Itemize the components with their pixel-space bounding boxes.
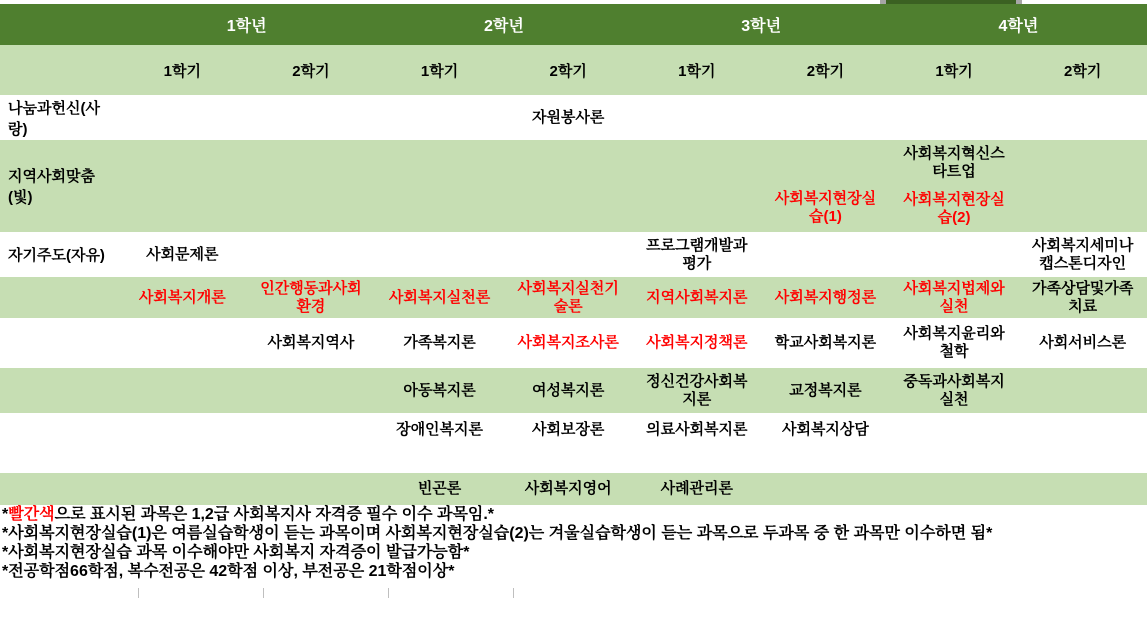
course-name: 학교사회복지론 xyxy=(774,334,877,351)
corner-cell-2 xyxy=(0,45,118,95)
course-cell xyxy=(633,318,762,368)
track-label xyxy=(0,318,118,368)
course-name: 사회복지실천기술론 xyxy=(517,279,619,315)
course-name: 인간행동과사회환경 xyxy=(260,279,362,315)
course-name: 사회복지역사 xyxy=(267,334,355,351)
semester-header: 1학기 xyxy=(678,62,716,80)
table-row-selfdirected xyxy=(0,232,1147,277)
course-cell xyxy=(633,473,762,505)
course-cell xyxy=(504,473,633,505)
course-cell xyxy=(1018,277,1147,318)
course-cell xyxy=(504,413,633,473)
course-name: 교정복지론 xyxy=(789,381,862,399)
course-cell xyxy=(1018,232,1147,277)
course-name: 가족상담및가족치료 xyxy=(1031,279,1134,315)
semester-header: 2학기 xyxy=(549,62,587,80)
course-name: 사회복지상담 xyxy=(781,421,869,438)
semester-header: 2학기 xyxy=(292,62,330,80)
course-name: 사회복지조사론 xyxy=(517,334,619,351)
course-cell xyxy=(375,473,504,505)
course-cell xyxy=(761,368,890,413)
course-name: 사회복지현장실습(1) xyxy=(774,190,877,225)
footnote-segment: *사회복지현장실습 과목 이수해야만 사회복지 자격증이 발급가능함* xyxy=(2,544,470,561)
course-name: 정신건강사회복지론 xyxy=(646,372,748,408)
course-name: 사회복지윤리와철학 xyxy=(903,325,1005,360)
course-cell xyxy=(118,232,247,277)
footnote-segment-red-keyword: 빨간색 xyxy=(8,506,55,523)
course-name: 지역사회복지론 xyxy=(646,288,748,306)
track-label: 나눔과헌신(사랑) xyxy=(8,99,100,138)
course-name: 사회서비스론 xyxy=(1039,334,1127,351)
course-name: 사회복지정책론 xyxy=(646,334,748,351)
course-name: 사회복지세미나 xyxy=(1031,236,1134,254)
course-name: 캡스톤디자인 xyxy=(1039,254,1127,272)
course-name: 빈곤론 xyxy=(417,480,462,497)
course-cell xyxy=(504,318,633,368)
course-name: 사회복지혁신스타트업 xyxy=(903,145,1005,180)
course-cell xyxy=(375,318,504,368)
footnote-line xyxy=(2,543,1147,562)
course-cell xyxy=(504,277,633,318)
course-name: 가족복지론 xyxy=(403,334,476,351)
course-cell xyxy=(118,277,247,318)
gridline-tick xyxy=(138,588,139,598)
corner-cell xyxy=(0,4,118,45)
course-name: 사례관리론 xyxy=(660,480,734,497)
course-cell xyxy=(890,318,1019,368)
year-header-1: 1학년 xyxy=(226,18,267,35)
course-name: 사회복지개론 xyxy=(138,288,226,306)
year-header-4: 4학년 xyxy=(998,18,1039,35)
track-label: 자기주도(자유) xyxy=(8,247,105,264)
footnote-line xyxy=(2,524,1147,543)
course-cell xyxy=(375,277,504,318)
course-cell xyxy=(375,368,504,413)
semester-header-row xyxy=(0,45,1147,95)
track-label xyxy=(0,473,118,505)
course-cell xyxy=(247,318,376,368)
gridline-tick xyxy=(388,588,389,598)
course-cell xyxy=(761,413,890,473)
track-label xyxy=(0,413,118,473)
track-label: 지역사회맞춤(빛) xyxy=(8,168,95,206)
footnote-line xyxy=(2,562,1147,581)
semester-header: 1학기 xyxy=(163,62,201,80)
course-name: 사회문제론 xyxy=(146,245,219,263)
table-row-electives-3 xyxy=(0,413,1147,473)
course-name: 자원봉사론 xyxy=(531,108,605,126)
course-name: 의료사회복지론 xyxy=(646,421,748,438)
semester-header: 2학기 xyxy=(1064,62,1102,80)
footnotes xyxy=(0,505,1147,581)
course-name: 사회복지법제와실천 xyxy=(903,279,1005,315)
course-name: 아동복지론 xyxy=(403,381,476,399)
footnote-segment: * xyxy=(2,506,9,523)
table-row-electives-4 xyxy=(0,473,1147,505)
footnote-segment: *사회복지현장실습(1)은 여름실습학생이 듣는 과목이며 사회복지현장실습(2)는 겨울실습학생이 듣는 과목으로 두과목 중 한 과목만 이수하면 됨* xyxy=(2,525,993,542)
course-cell xyxy=(890,368,1019,413)
course-cell xyxy=(890,140,1019,232)
table-row-core xyxy=(0,277,1147,318)
table-row-electives-1 xyxy=(0,318,1147,368)
footnote-segment: 으로 표시된 과목은 1,2급 사회복지사 자격증 필수 이수 과목임.* xyxy=(54,506,495,523)
course-name: 프로그램개발과평가 xyxy=(646,236,748,272)
year-header-row xyxy=(0,4,1147,45)
curriculum-table xyxy=(0,4,1147,505)
course-entry xyxy=(897,186,1012,232)
course-entry xyxy=(897,140,1012,186)
semester-header: 1학기 xyxy=(935,62,973,80)
footnote-line xyxy=(2,505,1147,524)
track-label xyxy=(0,277,118,318)
course-cell xyxy=(633,232,762,277)
semester-header: 1학기 xyxy=(420,62,459,80)
year-header-2: 2학년 xyxy=(483,18,524,35)
year-header-3: 3학년 xyxy=(741,18,782,35)
gridline-tick xyxy=(263,588,264,598)
course-name: 여성복지론 xyxy=(531,381,605,399)
table-row-community xyxy=(0,140,1147,232)
course-cell xyxy=(890,277,1019,318)
course-cell xyxy=(761,277,890,318)
course-name: 사회복지행정론 xyxy=(774,288,877,306)
semester-header: 2학기 xyxy=(806,62,845,80)
course-name: 사회보장론 xyxy=(531,421,605,438)
course-cell xyxy=(633,368,762,413)
course-name: 중독과사회복지실천 xyxy=(903,372,1005,408)
course-name: 사회복지현장실습(2) xyxy=(903,191,1005,226)
course-cell xyxy=(375,413,504,473)
course-name: 장애인복지론 xyxy=(396,421,484,438)
course-cell xyxy=(633,277,762,318)
course-name: 사회복지실천론 xyxy=(388,288,491,306)
course-cell xyxy=(633,413,762,473)
table-row-electives-2 xyxy=(0,368,1147,413)
course-cell xyxy=(761,140,890,232)
course-cell xyxy=(504,368,633,413)
course-cell xyxy=(1018,318,1147,368)
course-cell xyxy=(504,95,633,140)
course-cell xyxy=(761,318,890,368)
track-label xyxy=(0,368,118,413)
gridline-tick xyxy=(513,588,514,598)
course-name: 사회복지영어 xyxy=(524,480,612,497)
course-cell xyxy=(247,277,376,318)
table-row-sharing xyxy=(0,95,1147,140)
footnote-segment: *전공학점66학점, 복수전공은 42학점 이상, 부전공은 21학점이상* xyxy=(2,563,455,580)
